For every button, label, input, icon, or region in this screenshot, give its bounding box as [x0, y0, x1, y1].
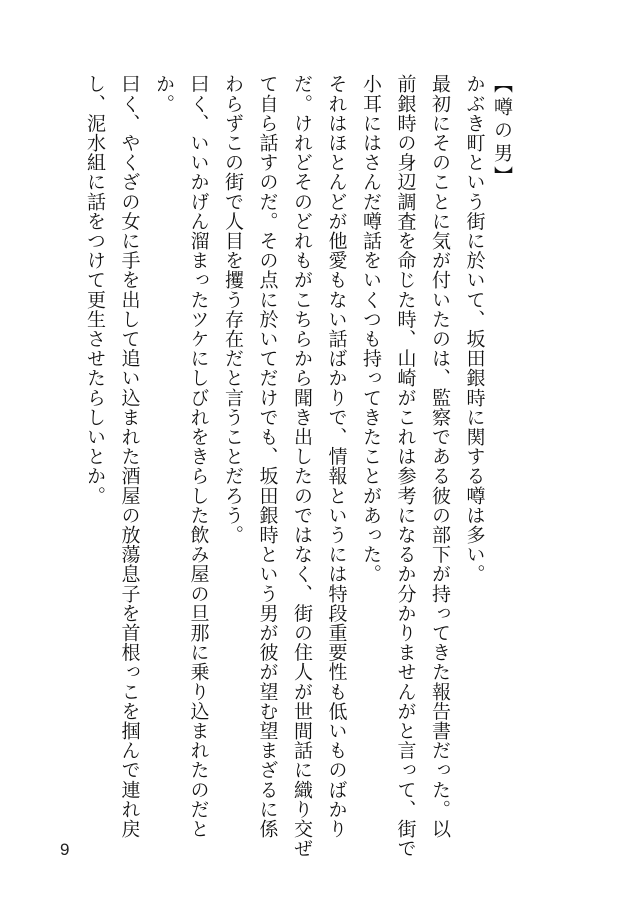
text-line: し、泥水組に話をつけて更生させたらしいとか。 — [84, 74, 106, 506]
text-line: 小耳にはさんだ噂話をいくつも持ってきたことがあった。 — [360, 74, 382, 584]
chapter-title: 【噂の男】 — [491, 74, 513, 189]
text-line: かぶき町という街に於いて、坂田銀時に関する噂は多い。 — [463, 74, 486, 584]
text-line: 前銀時の身辺調査を命じた時、山崎がこれは参考になるか分かりませんがと言って、街で — [394, 74, 417, 858]
text-line: て自ら話すのだ。その点に於いてだけでも、坂田銀時という男が彼が望む望まざるに係 — [256, 74, 279, 839]
text-line: わらずこの街で人目を攫う存在だと言うことだろう。 — [222, 74, 244, 545]
text-line — [492, 74, 527, 814]
text-line: 最初にそのことに気が付いたのは、監察である彼の部下が持ってきた報告書だった。以 — [429, 74, 451, 839]
body-text — [84, 74, 526, 858]
page-number: 9 — [60, 840, 70, 859]
text-line: 曰く、やくざの女に手を出して追い込まれた酒屋の放蕩息子を首根っこを掴んで連れ戻 — [118, 74, 141, 839]
text-line: それはほとんどが他愛もない話ばかりで、情報というには特段重要性も低いものばかり — [325, 74, 348, 839]
text-line: か。 — [153, 74, 175, 114]
text-line: 曰く、いいかげん溜まったツケにしびれをきらした飲み屋の旦那に乗り込まれたのだと — [187, 74, 210, 839]
text-line: だ。けれどそのどれもがこちらから聞き出したのではなく、街の住人が世間話に織り交ぜ — [291, 74, 313, 858]
